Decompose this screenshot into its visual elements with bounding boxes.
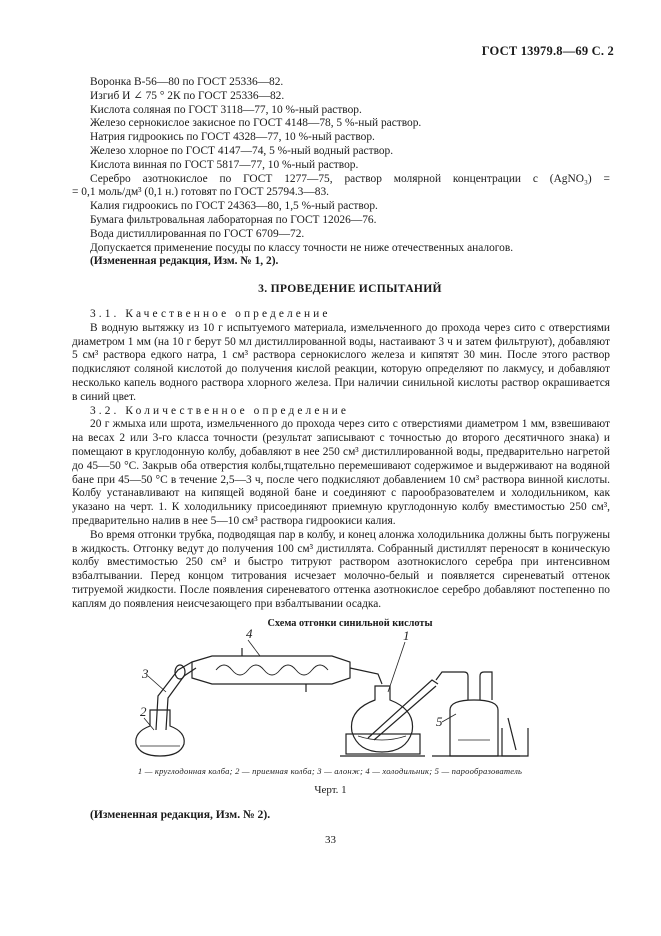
paragraph-3-2: 20 г жмыха или шрота, измельченного до прохода через сито с отверстиями диаметром 1 мм, взвешивают на весах 2 или 3-го класса точности (результат записывают с точностью до второго десятичного знака) и помещают в круглодонную колбу, добавляют в нее 250 см³ дистиллированной воды, предварительно нагретой до 45—50 °С. Закрыв оба отверстия колбы,тщательно перемешивают содержимое и выдерживают на водяной бане при 45—50 °С в течение 2,5—3 ч, после чего подкисляют добавлением 10 см³ раствора винной кислоты. Колбу устанавливают на кипящей водяной бане и соединяют с парообразователем и холодильником, как указано на черт. 1. К холодильнику присоединяют приемную круглодонную колбу вместимостью 250 см³, предварительно налив в нее 5—10 см³ раствора гидроокиси калия. — [72, 418, 610, 527]
beaker — [502, 728, 528, 756]
label-4: 4 — [246, 626, 253, 641]
silver-line-1: Серебро азотнокислое по ГОСТ 1277—75, раствор молярной концентрации c (AgNO₃) = — [90, 172, 610, 185]
section-title: 3. ПРОВЕДЕНИЕ ИСПЫТАНИЙ — [258, 282, 442, 296]
round-bottom-flask — [351, 686, 412, 752]
amendment-note-1: (Измененная редакция, Изм. № 1, 2). — [90, 255, 279, 268]
condenser — [192, 656, 350, 684]
label-5: 5 — [436, 714, 443, 729]
label-1: 1 — [403, 628, 410, 643]
paragraph-3-2-b: Во время отгонки трубка, подводящая пар в колбу, и конец алонжа холодильника должны быть погружены в жидкость. Отгонку ведут до получения 100 см³ дистиллята. Собранный дистиллят переносят в коническую колбу вместимостью 250 см³ и быстро титруют раствором азотнокислого серебра при интенсивном взбалтывании. Перед концом титрования исчезает молочно-белый и появляется сиреневатый оттенок титруемой жидкости. После появления сиреневатого оттенка азотнокислое серебро добавляют постепенно по каплям до появления неисчезающего при взбалтывании осадка. — [72, 528, 610, 610]
reagent-item: Натрия гидроокись по ГОСТ 4328—77, 10 %-ный раствор. — [90, 131, 375, 144]
reagent-item: Железо хлорное по ГОСТ 4147—74, 5 %-ный водный раствор. — [90, 144, 394, 157]
distillation-diagram — [120, 618, 540, 768]
adapter — [156, 662, 196, 730]
reagent-list-2 — [90, 200, 610, 255]
scheme-title: Схема отгонки синильной кислоты — [267, 618, 433, 630]
reagent-item: Изгиб И ∠ 75 ° 2К по ГОСТ 25336—82. — [90, 89, 285, 102]
reagent-list — [90, 76, 610, 173]
silver-nitrate-block — [72, 173, 610, 201]
page-header: ГОСТ 13979.8—69 С. 2 — [481, 44, 614, 58]
subsection-heading-3-2: 3.2. Количественное определение — [90, 404, 350, 417]
reagent-item: Калия гидроокись по ГОСТ 24363—80, 1,5 %-ный раствор. — [90, 200, 378, 213]
reagent-item: Допускается применение посуды по классу точности не ниже отечественных аналогов. — [90, 241, 514, 254]
reagent-item: Воронка В-56—80 по ГОСТ 25336—82. — [90, 76, 284, 88]
figure-caption: 1 — круглодонная колба; 2 — приемная колба; 3 — алонж; 4 — холодильник; 5 — парообразователь — [137, 766, 523, 776]
amendment-note-2: (Измененная редакция, Изм. № 2). — [90, 808, 271, 821]
label-3: 3 — [142, 666, 149, 681]
section-3-1 — [72, 308, 610, 612]
reagent-item: Вода дистиллированная по ГОСТ 6709—72. — [90, 227, 305, 240]
subsection-heading-3-1: 3.1. Качественное определение — [90, 307, 331, 320]
reagent-item: Бумага фильтровальная лабораторная по ГОСТ 12026—76. — [90, 213, 377, 226]
paragraph-3-1: В водную вытяжку из 10 г испытуемого материала, измельченного до прохода через сито с отверстиями диаметром 1 мм (на 10 г берут 50 мл дистиллированной воды, настаивают 3 ч и затем фильтруют), добавляют 5 см³ раствора едкого натра, 1 см³ раствора сернокислого железа и кипятят 30 мин. После этого раствор подкисляют соляной кислотой до получения кислой реакции, которую определяют по лакмусу, и добавляют несколько капель водного раствора хлорного железа. При наличии синильной кислоты раствор окрашивается в синий цвет. — [72, 321, 610, 403]
steam-generator — [450, 700, 498, 756]
reagent-item: Кислота соляная по ГОСТ 3118—77, 10 %-ный раствор. — [90, 103, 362, 116]
reagent-item: Железо сернокислое закисное по ГОСТ 4148—78, 5 %-ный раствор. — [90, 117, 422, 130]
water-bath — [346, 734, 420, 754]
page-number: 33 — [325, 834, 336, 846]
silver-line-2: = 0,1 моль/дм³ (0,1 н.) готовят по ГОСТ 25794.3—83. — [72, 186, 329, 199]
reagent-item: Кислота винная по ГОСТ 5817—77, 10 %-ный раствор. — [90, 158, 359, 171]
document-body — [72, 76, 610, 631]
figure-number: Черт. 1 — [314, 784, 347, 796]
label-2: 2 — [140, 704, 147, 719]
